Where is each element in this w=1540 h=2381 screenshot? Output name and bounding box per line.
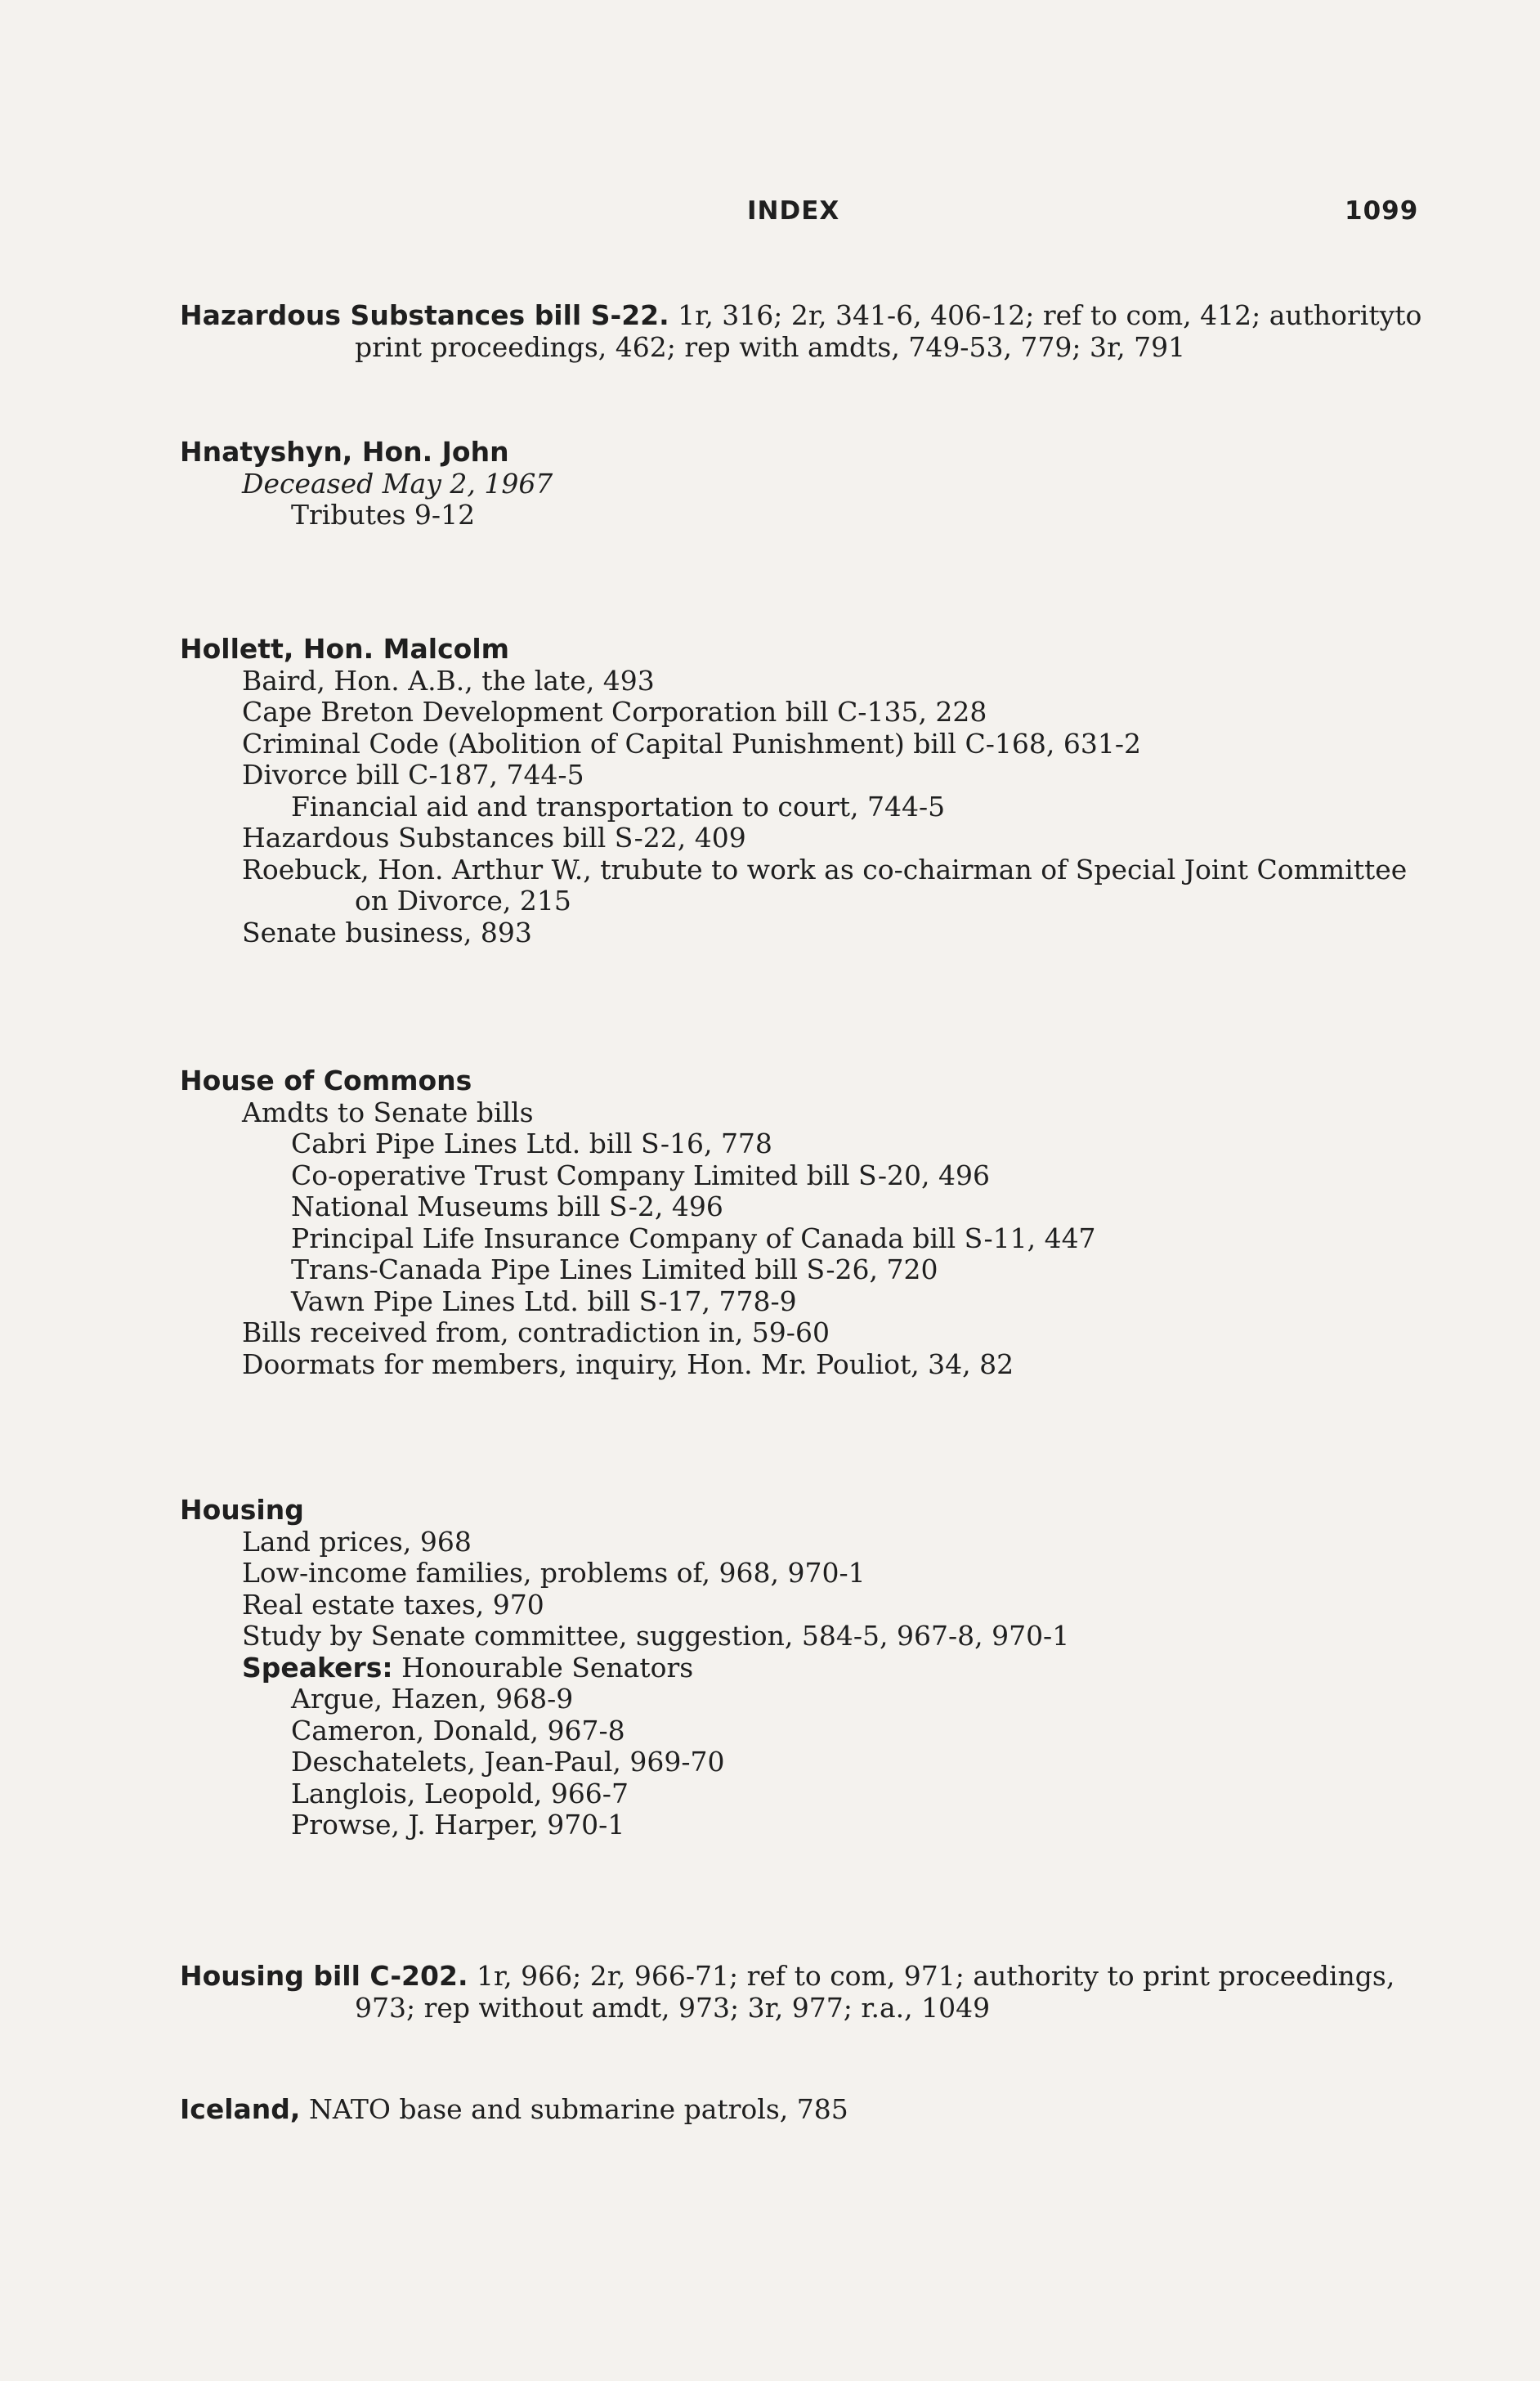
speaker-item: Langlois, Leopold, 966-7 bbox=[291, 1777, 629, 1809]
entry-continuation: 973; rep without amdt, 973; 3r, 977; r.a., 1049 bbox=[355, 1991, 991, 2024]
entry-subitem: Deceased May 2, 1967 bbox=[242, 467, 553, 500]
entry-subitem: National Museums bill S-2, 496 bbox=[291, 1190, 723, 1222]
page-number: 1099 bbox=[1345, 196, 1419, 226]
speakers-label: Speakers: bbox=[242, 1651, 393, 1684]
entry-subitem: Real estate taxes, 970 bbox=[242, 1588, 544, 1621]
index-entry-housing-bill bbox=[180, 1961, 1406, 2024]
entry-subitem: Study by Senate committee, suggestion, 584-5, 967-8, 970-1 bbox=[242, 1620, 1070, 1652]
index-entry-hollett bbox=[180, 634, 1406, 948]
index-entry-housing bbox=[180, 1495, 1406, 1841]
entry-heading: Iceland, bbox=[180, 2093, 301, 2125]
page-title: INDEX bbox=[747, 196, 840, 226]
entry-subitem: Trans-Canada Pipe Lines Limited bill S-26, 720 bbox=[291, 1253, 938, 1285]
entry-subitem: Cape Breton Development Corporation bill C-135, 228 bbox=[242, 696, 987, 728]
speakers-text: Honourable Senators bbox=[401, 1651, 694, 1684]
entry-subitem: Principal Life Insurance Company of Canada bill S-11, 447 bbox=[291, 1222, 1096, 1254]
entry-heading: House of Commons bbox=[180, 1065, 472, 1096]
entry-heading: Housing bill C-202. bbox=[180, 1960, 468, 1992]
entry-subitem: Land prices, 968 bbox=[242, 1525, 472, 1558]
entry-text: 1r, 966; 2r, 966-71; ref to com, 971; authority to print proceedings, bbox=[476, 1960, 1395, 1992]
entry-heading: Hnatyshyn, Hon. John bbox=[180, 436, 509, 468]
entry-first-line bbox=[180, 1961, 1406, 1993]
entry-subitem: Tributes 9-12 bbox=[291, 499, 476, 531]
entry-subitem: Hazardous Substances bill S-22, 409 bbox=[242, 822, 746, 854]
entry-text: 1r, 316; 2r, 341-6, 406-12; ref to com, 412; authority bbox=[678, 299, 1395, 331]
entry-heading: Hazardous Substances bill S-22. bbox=[180, 299, 669, 331]
entry-first-line bbox=[180, 299, 1422, 332]
entry-subitem: Cabri Pipe Lines Ltd. bill S-16, 778 bbox=[291, 1128, 772, 1159]
entry-subitem: Doormats for members, inquiry, Hon. Mr. Pouliot, 34, 82 bbox=[242, 1347, 1014, 1380]
speaker-item: Argue, Hazen, 968-9 bbox=[291, 1683, 574, 1715]
entry-heading: Housing bbox=[180, 1494, 304, 1526]
entry-subitem: Criminal Code (Abolition of Capital Punishment) bill C-168, 631-2 bbox=[242, 727, 1141, 760]
speaker-item: Prowse, J. Harper, 970-1 bbox=[291, 1809, 625, 1841]
index-entry-hnatyshyn bbox=[180, 437, 1406, 531]
entry-text: to bbox=[1395, 299, 1422, 331]
entry-first-line bbox=[180, 2094, 1406, 2126]
entry-subitem: Divorce bill C-187, 744-5 bbox=[242, 759, 584, 791]
entry-subitem: Financial aid and transportation to court, 744-5 bbox=[291, 790, 946, 823]
index-entry-iceland bbox=[180, 2094, 1406, 2126]
entry-text: NATO base and submarine patrols, 785 bbox=[308, 2093, 848, 2125]
index-entry-hazardous-substances bbox=[180, 299, 1422, 363]
entry-subitem: Roebuck, Hon. Arthur W., trubute to work as co-chairman of Special Joint Committee bbox=[242, 853, 1408, 886]
entry-continuation: print proceedings, 462; rep with amdts, 749-53, 779; 3r, 791 bbox=[355, 330, 1186, 363]
entry-subitem: Co-operative Trust Company Limited bill S-20, 496 bbox=[291, 1159, 990, 1191]
entry-subitem: Amdts to Senate bills bbox=[242, 1096, 534, 1128]
entry-subitem: Bills received from, contradiction in, 59-60 bbox=[242, 1316, 830, 1348]
speaker-item: Deschatelets, Jean-Paul, 969-70 bbox=[291, 1746, 725, 1778]
speaker-item: Cameron, Donald, 967-8 bbox=[291, 1714, 625, 1747]
entry-subitem: Senate business, 893 bbox=[242, 916, 532, 948]
entry-subitem: Vawn Pipe Lines Ltd. bill S-17, 778-9 bbox=[291, 1285, 797, 1317]
entry-subitem: Low-income families, problems of, 968, 970-1 bbox=[242, 1557, 866, 1589]
entry-continuation: on Divorce, 215 bbox=[355, 885, 571, 917]
index-entry-house-of-commons bbox=[180, 1065, 1406, 1380]
entry-heading: Hollett, Hon. Malcolm bbox=[180, 633, 510, 665]
speakers-line bbox=[180, 1652, 1406, 1684]
entry-subitem: Baird, Hon. A.B., the late, 493 bbox=[242, 664, 655, 697]
